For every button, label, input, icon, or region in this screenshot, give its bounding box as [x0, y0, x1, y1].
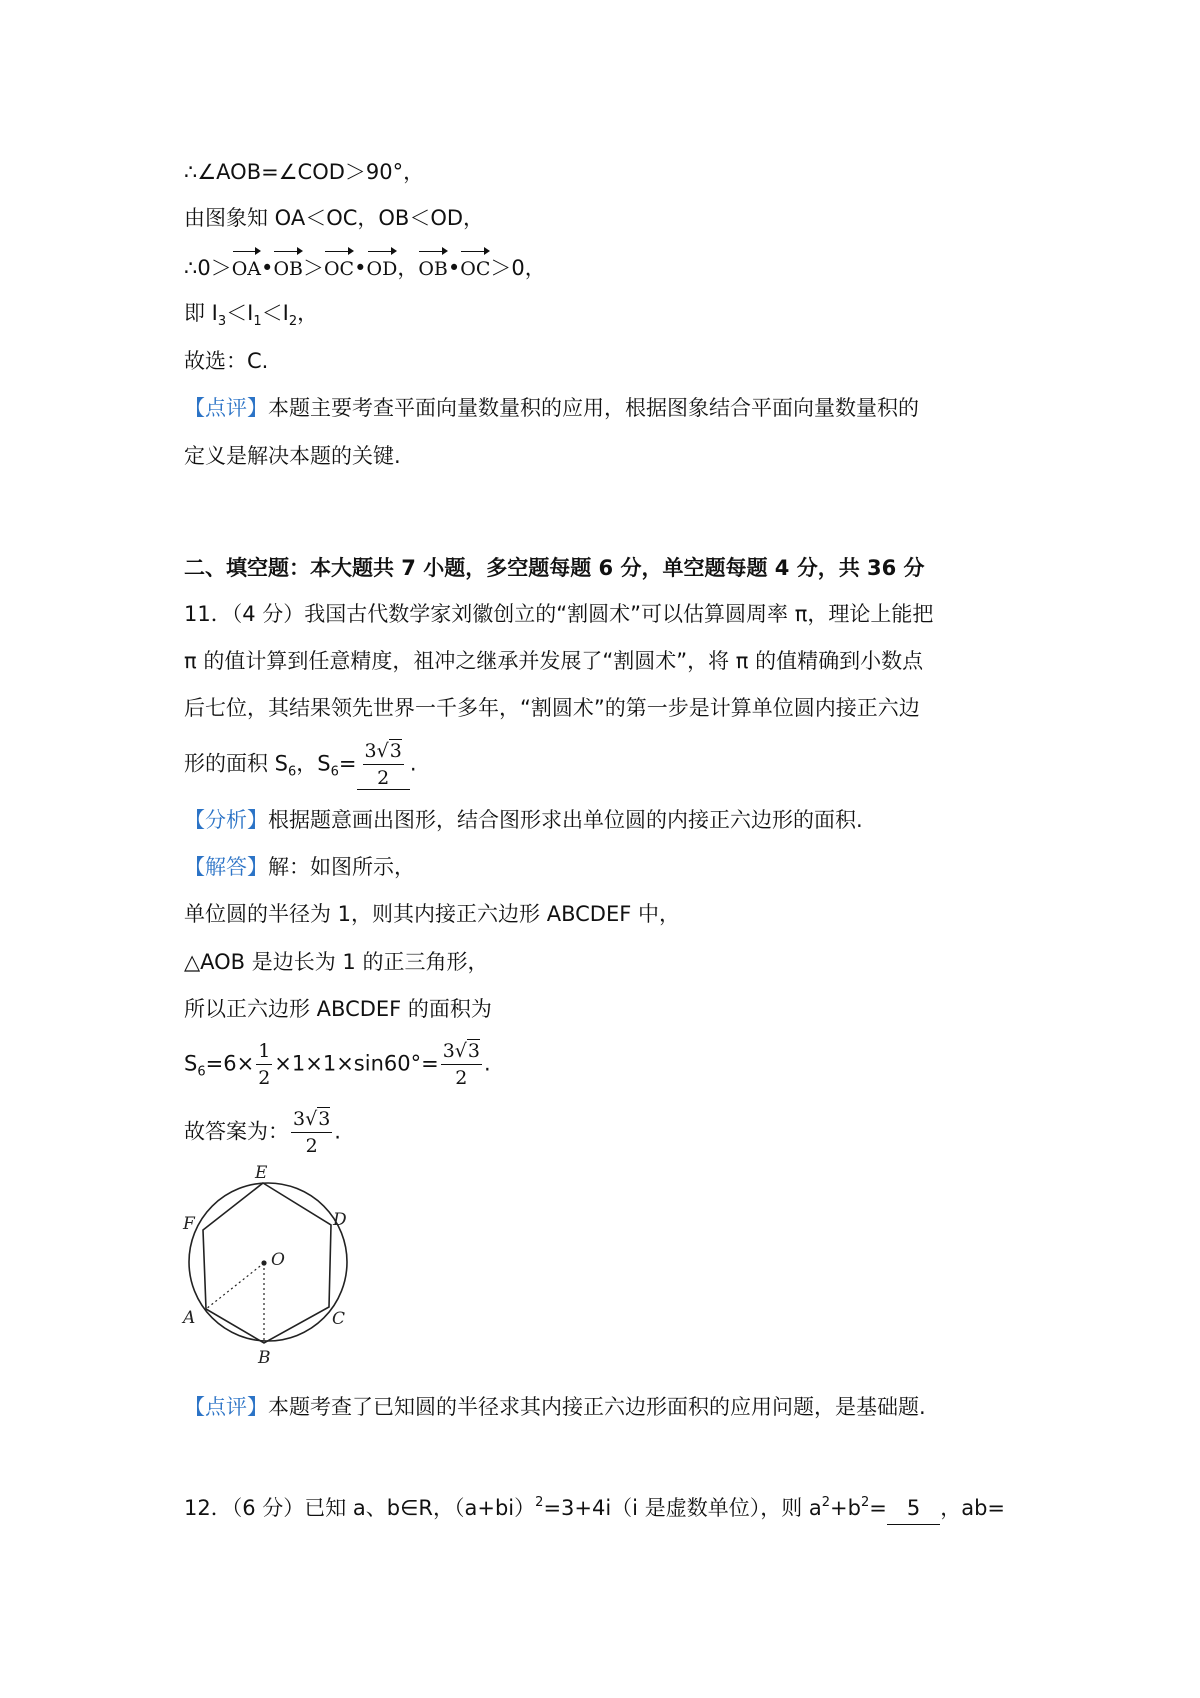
- q11-line4: 形的面积 $S_6$，$S_6=$ $\frac{3√3}{2}$ .: [184, 740, 417, 789]
- vector-oa: OA: [232, 249, 261, 285]
- label-e: E: [255, 1163, 268, 1183]
- q11-line2: π 的值计算到任意精度，祖冲之继承并发展了“割圆术”，将 π 的值精确到小数点: [184, 649, 924, 673]
- comment-1-line2: 定义是解决本题的关键.: [184, 444, 401, 468]
- choice-answer: 故选：C.: [184, 349, 269, 373]
- solution-l3: 所以正六边形 ABCDEF 的面积为: [184, 997, 492, 1021]
- vector-oc-2: OC: [460, 249, 490, 285]
- solution-l5: 故答案为： $\frac{3√3}{2}$ .: [184, 1108, 341, 1157]
- q12-line: 12．（6 分）已知 a、b∈R，$(a+bi)^2=3+4i(i$ 是虚数单位），则 $a^2+b^2= 5$ ，ab=: [184, 1487, 1005, 1525]
- comment-2: 【点评】本题考查了已知圆的半径求其内接正六边形面积的应用问题，是基础题.: [184, 1395, 926, 1419]
- label-c: C: [332, 1309, 346, 1329]
- solution-tag: 【解答】: [184, 855, 268, 879]
- label-f: F: [183, 1214, 195, 1234]
- label-d: D: [333, 1210, 347, 1230]
- conclusion-angles: ∴∠AOB=∠COD＞90°，: [184, 160, 425, 184]
- solution-l4: $S_6=6\times$ $\frac{1}{2}$ ×1×1×sin60°= $\frac{3√3}{2}$ .: [184, 1040, 491, 1089]
- vector-ob: OB: [273, 249, 303, 285]
- i-ordering: 即 $I_3<I_1<I_2$，: [184, 301, 319, 329]
- hexagon-figure: [180, 1163, 370, 1368]
- vector-od: OD: [367, 249, 398, 285]
- solution-line: 【解答】解：如图所示，: [184, 855, 415, 879]
- analysis-tag: 【分析】: [184, 808, 268, 832]
- vector-oc: OC: [324, 249, 354, 285]
- solution-l2: △AOB 是边长为 1 的正三角形，: [184, 950, 489, 974]
- q11-line3: 后七位，其结果领先世界一千多年，“割圆术”的第一步是计算单位圆内接正六边: [184, 696, 920, 720]
- vector-ob-2: OB: [418, 249, 448, 285]
- solution-l1: 单位圆的半径为 1，则其内接正六边形 ABCDEF 中，: [184, 902, 680, 926]
- center-point: [261, 1260, 266, 1265]
- label-b: B: [258, 1348, 271, 1368]
- label-o: O: [271, 1250, 285, 1270]
- comment-tag: 【点评】: [184, 396, 268, 420]
- compare-lengths: 由图象知 OA＜OC，OB＜OD，: [184, 206, 485, 230]
- unit-circle: [189, 1183, 347, 1341]
- dot-product-inequality: ∴0＞OA•OB＞OC•OD，OB•OC＞0，: [184, 249, 546, 285]
- comment-1-line1: 【点评】本题主要考查平面向量数量积的应用，根据图象结合平面向量数量积的: [184, 396, 919, 420]
- analysis-line: 【分析】根据题意画出图形，结合图形求出单位圆的内接正六边形的面积.: [184, 808, 863, 832]
- label-a: A: [183, 1308, 196, 1328]
- segment-oa: [206, 1263, 264, 1309]
- section-title: 二、填空题：本大题共 7 小题，多空题每题 6 分，单空题每题 4 分，共 36 分: [184, 556, 925, 580]
- hexagon: [203, 1183, 331, 1343]
- q11-answer-blank: $\frac{3√3}{2}$: [357, 740, 410, 790]
- q11-line1: 11．（4 分）我国古代数学家刘徽创立的“割圆术”可以估算圆周率 π，理论上能把: [184, 602, 934, 626]
- comment-2-tag: 【点评】: [184, 1395, 268, 1419]
- q12-answer-blank: 5: [887, 1492, 940, 1525]
